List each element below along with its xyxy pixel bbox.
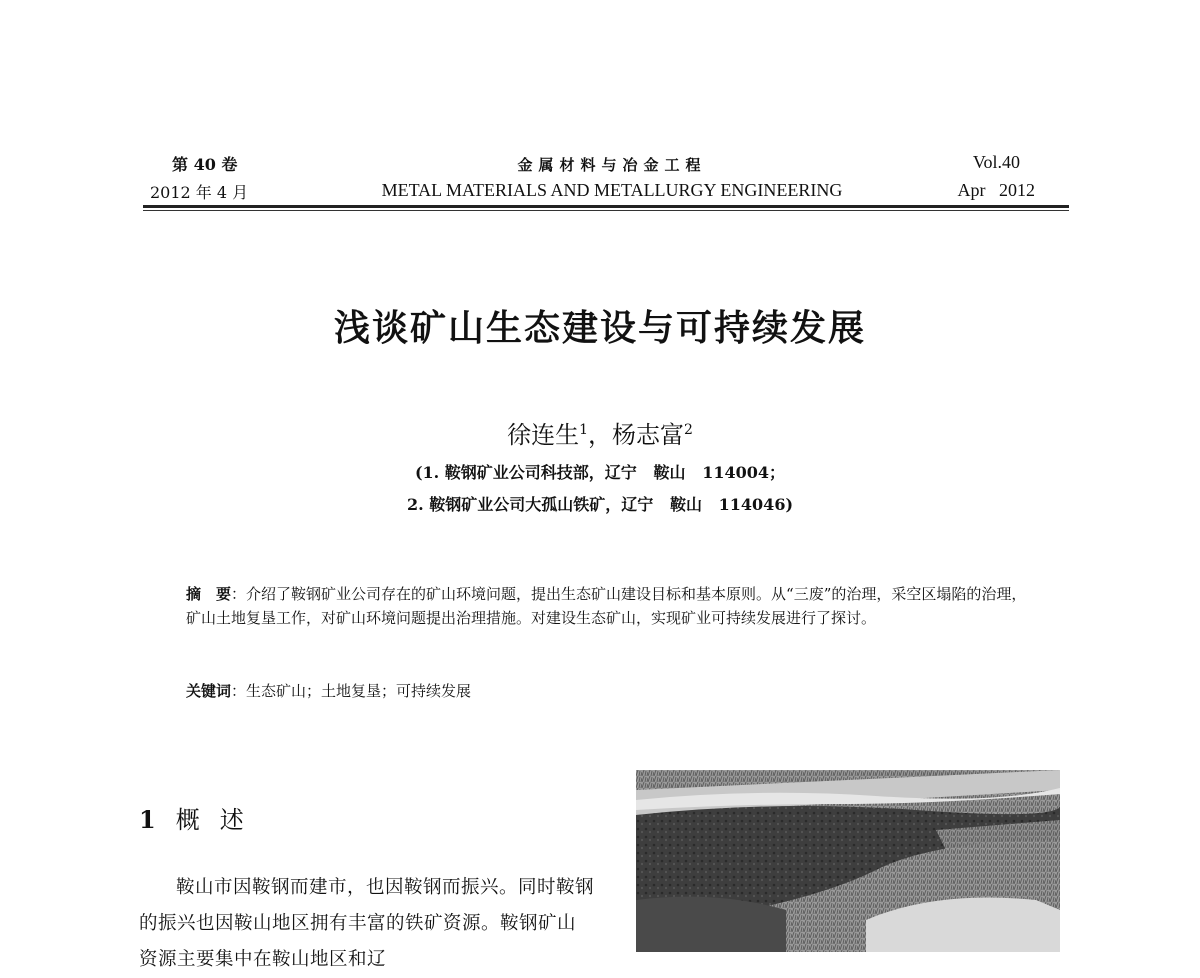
journal-volume-cn: 第 40 卷	[172, 155, 238, 174]
header-rule-thick	[143, 205, 1069, 208]
article-title: 浅谈矿山生态建设与可持续发展	[333, 308, 866, 349]
photo-illustration	[636, 770, 1060, 952]
header-rule-thin	[143, 210, 1069, 211]
section-heading	[139, 800, 264, 835]
body-paragraph: 鞍山市因鞍钢而建市，也因鞍钢而振兴。同时鞍钢的振兴也因鞍山地区拥有丰富的铁矿资源。鞍钢矿山资源主要集中在鞍山地区和辽	[139, 877, 595, 970]
keywords-text: ：生态矿山；土地复垦；可持续发展	[231, 682, 472, 700]
journal-name-cn: 金属材料与冶金工程	[517, 156, 707, 174]
section-number: 1	[139, 805, 156, 834]
affiliation-1: (1. 鞍钢矿业公司科技部，辽宁 鞍山 114004；	[414, 463, 786, 482]
section-title: 概述	[175, 806, 264, 834]
author-affiliation-mark: 2	[684, 422, 693, 438]
affiliation-2: 2. 鞍钢矿业公司大孤山铁矿，辽宁 鞍山 114046)	[406, 495, 794, 514]
abstract-label: 摘 要	[186, 585, 232, 603]
journal-name-en: METAL MATERIALS AND METALLURGY ENGINEERING	[381, 180, 843, 200]
keywords	[186, 680, 471, 701]
journal-date-en: Apr 2012	[957, 180, 1035, 200]
abstract-text: ：介绍了鞍钢矿业公司存在的矿山环境问题，提出生态矿山建设目标和基本原则。从“三废”的治理，采空区塌陷的治理，矿山土地复垦工作，对矿山环境问题提出治理措施。对建设生态矿山，实现矿业可持续发展进行了探讨。	[186, 585, 1027, 627]
keywords-label: 关键词	[186, 682, 232, 700]
abstract	[186, 582, 1036, 630]
journal-volume-en: Vol.40	[972, 152, 1020, 172]
author-separator: ，	[588, 421, 612, 449]
journal-date-cn: 2012 年 4 月	[150, 183, 249, 202]
section-body	[139, 870, 594, 978]
mine-land-photo	[636, 770, 1060, 952]
author-name: 杨志富	[612, 421, 684, 449]
author-line	[0, 415, 1200, 450]
author-name: 徐连生	[507, 421, 580, 449]
author-affiliation-mark: 1	[579, 422, 588, 438]
